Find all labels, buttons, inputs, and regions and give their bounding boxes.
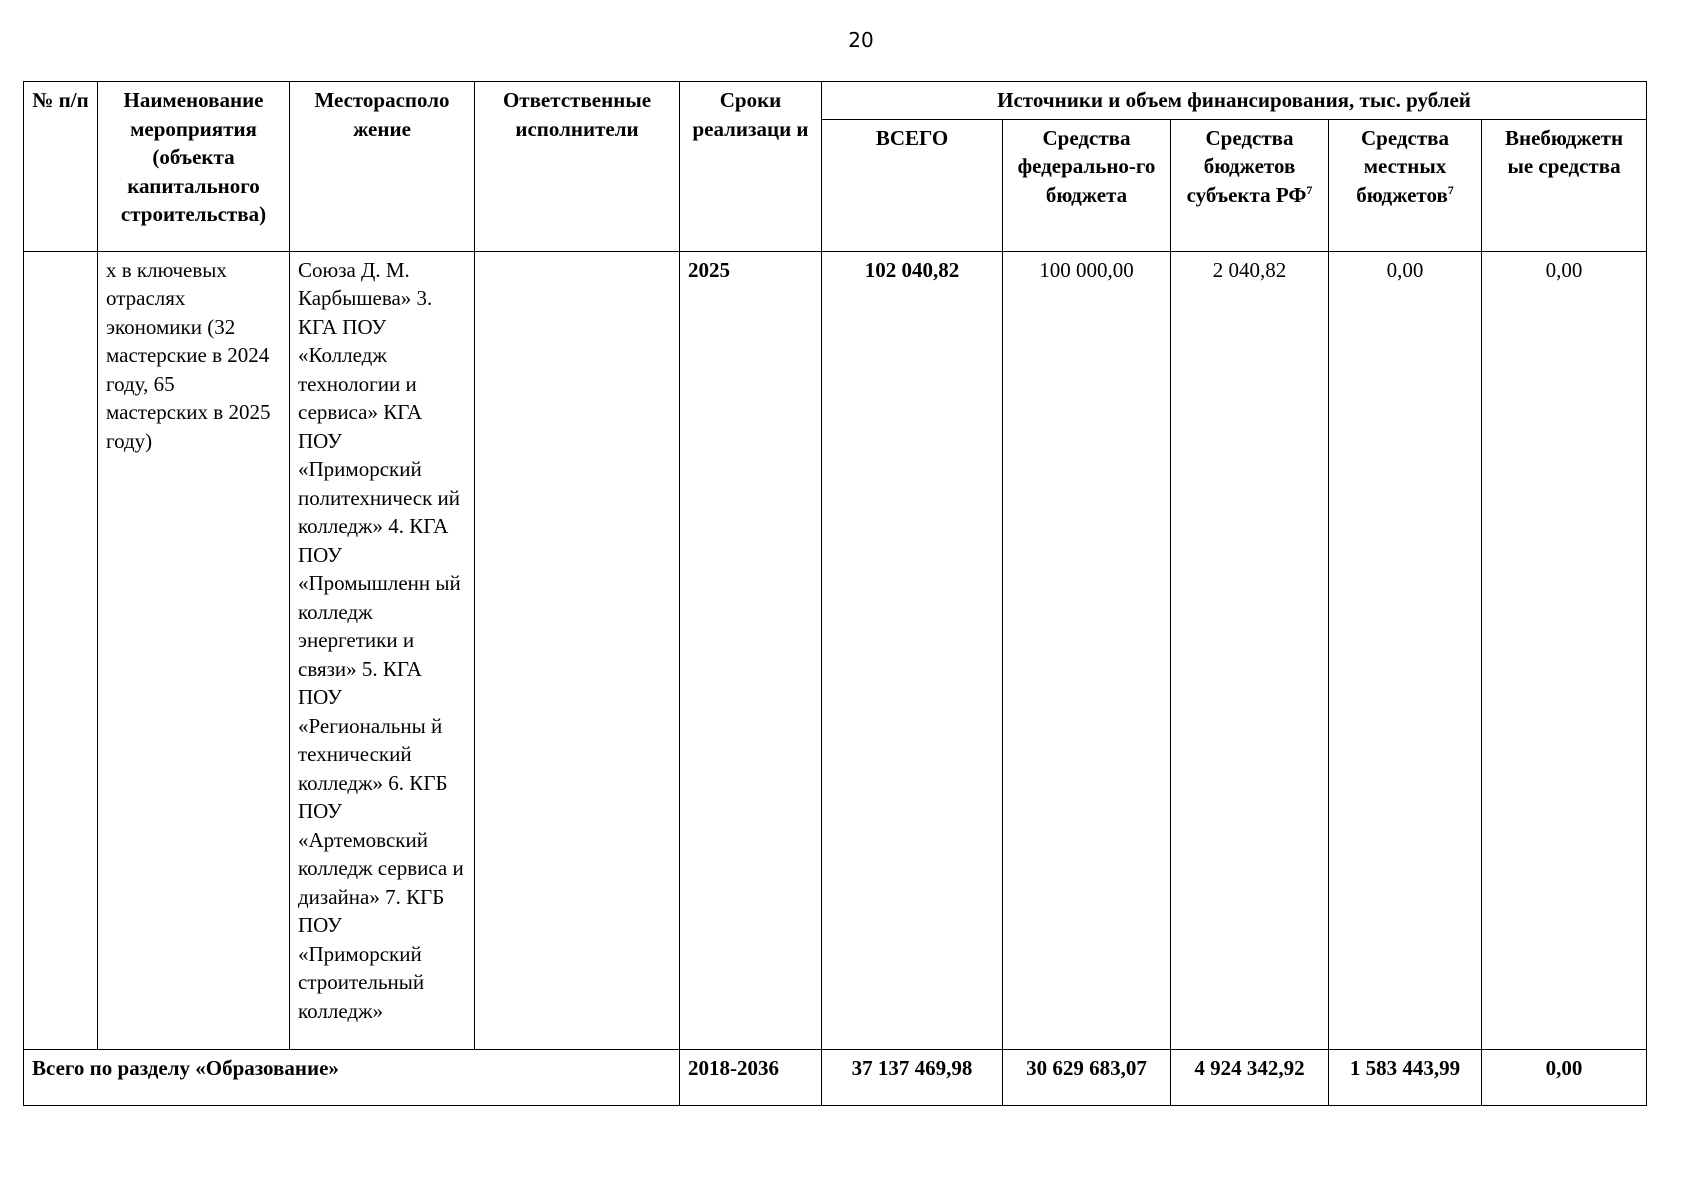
cell-local: 0,00 [1329,251,1482,1049]
total-label: Всего по разделу «Образование» [24,1049,680,1105]
total-subject: 4 924 342,92 [1171,1049,1329,1105]
cell-period: 2025 [680,251,822,1049]
cell-total: 102 040,82 [822,251,1003,1049]
header-total: ВСЕГО [822,119,1003,251]
page-number: 20 [848,28,874,52]
total-extrabudget: 0,00 [1482,1049,1647,1105]
header-local-footnote: 7 [1447,182,1454,197]
header-subject [1171,119,1329,251]
header-location: Месторасполо жение [290,82,475,252]
header-num: № п/п [24,82,98,252]
header-row [24,82,1647,120]
header-subject-footnote: 7 [1306,182,1313,197]
total-sum: 37 137 469,98 [822,1049,1003,1105]
cell-subject: 2 040,82 [1171,251,1329,1049]
total-row [24,1049,1647,1105]
header-period: Сроки реализаци и [680,82,822,252]
cell-name: х в ключевых отраслях экономики (32 мастерские в 2024 году, 65 мастерских в 2025 году) [98,251,290,1049]
table-row [24,251,1647,1049]
cell-responsible [475,251,680,1049]
total-period: 2018-2036 [680,1049,822,1105]
cell-num [24,251,98,1049]
cell-location: Союза Д. М. Карбышева» 3. КГА ПОУ «Колледж технологии и сервиса» КГА ПОУ «Приморский политехническ ий колледж» 4. КГА ПОУ «Промышленн ый колледж энергетики и связи» 5. КГА ПОУ «Региональны й технический колледж» 6. КГБ ПОУ «Артемовский колледж сервиса и дизайна» 7. КГБ ПОУ «Приморский строительный колледж» [290,251,475,1049]
funding-table [23,81,1647,1106]
header-subject-text: Средства бюджетов субъекта РФ [1186,125,1307,207]
header-name: Наименование мероприятия (объекта капитального строительства) [98,82,290,252]
header-federal: Средства федерально-го бюджета [1003,119,1171,251]
header-local [1329,119,1482,251]
header-funding-group: Источники и объем финансирования, тыс. рублей [822,82,1647,120]
total-local: 1 583 443,99 [1329,1049,1482,1105]
header-local-text: Средства местных бюджетов [1356,125,1449,207]
cell-extrabudget: 0,00 [1482,251,1647,1049]
header-extrabudget: Внебюджетн ые средства [1482,119,1647,251]
header-responsible: Ответственные исполнители [475,82,680,252]
total-federal: 30 629 683,07 [1003,1049,1171,1105]
cell-federal: 100 000,00 [1003,251,1171,1049]
